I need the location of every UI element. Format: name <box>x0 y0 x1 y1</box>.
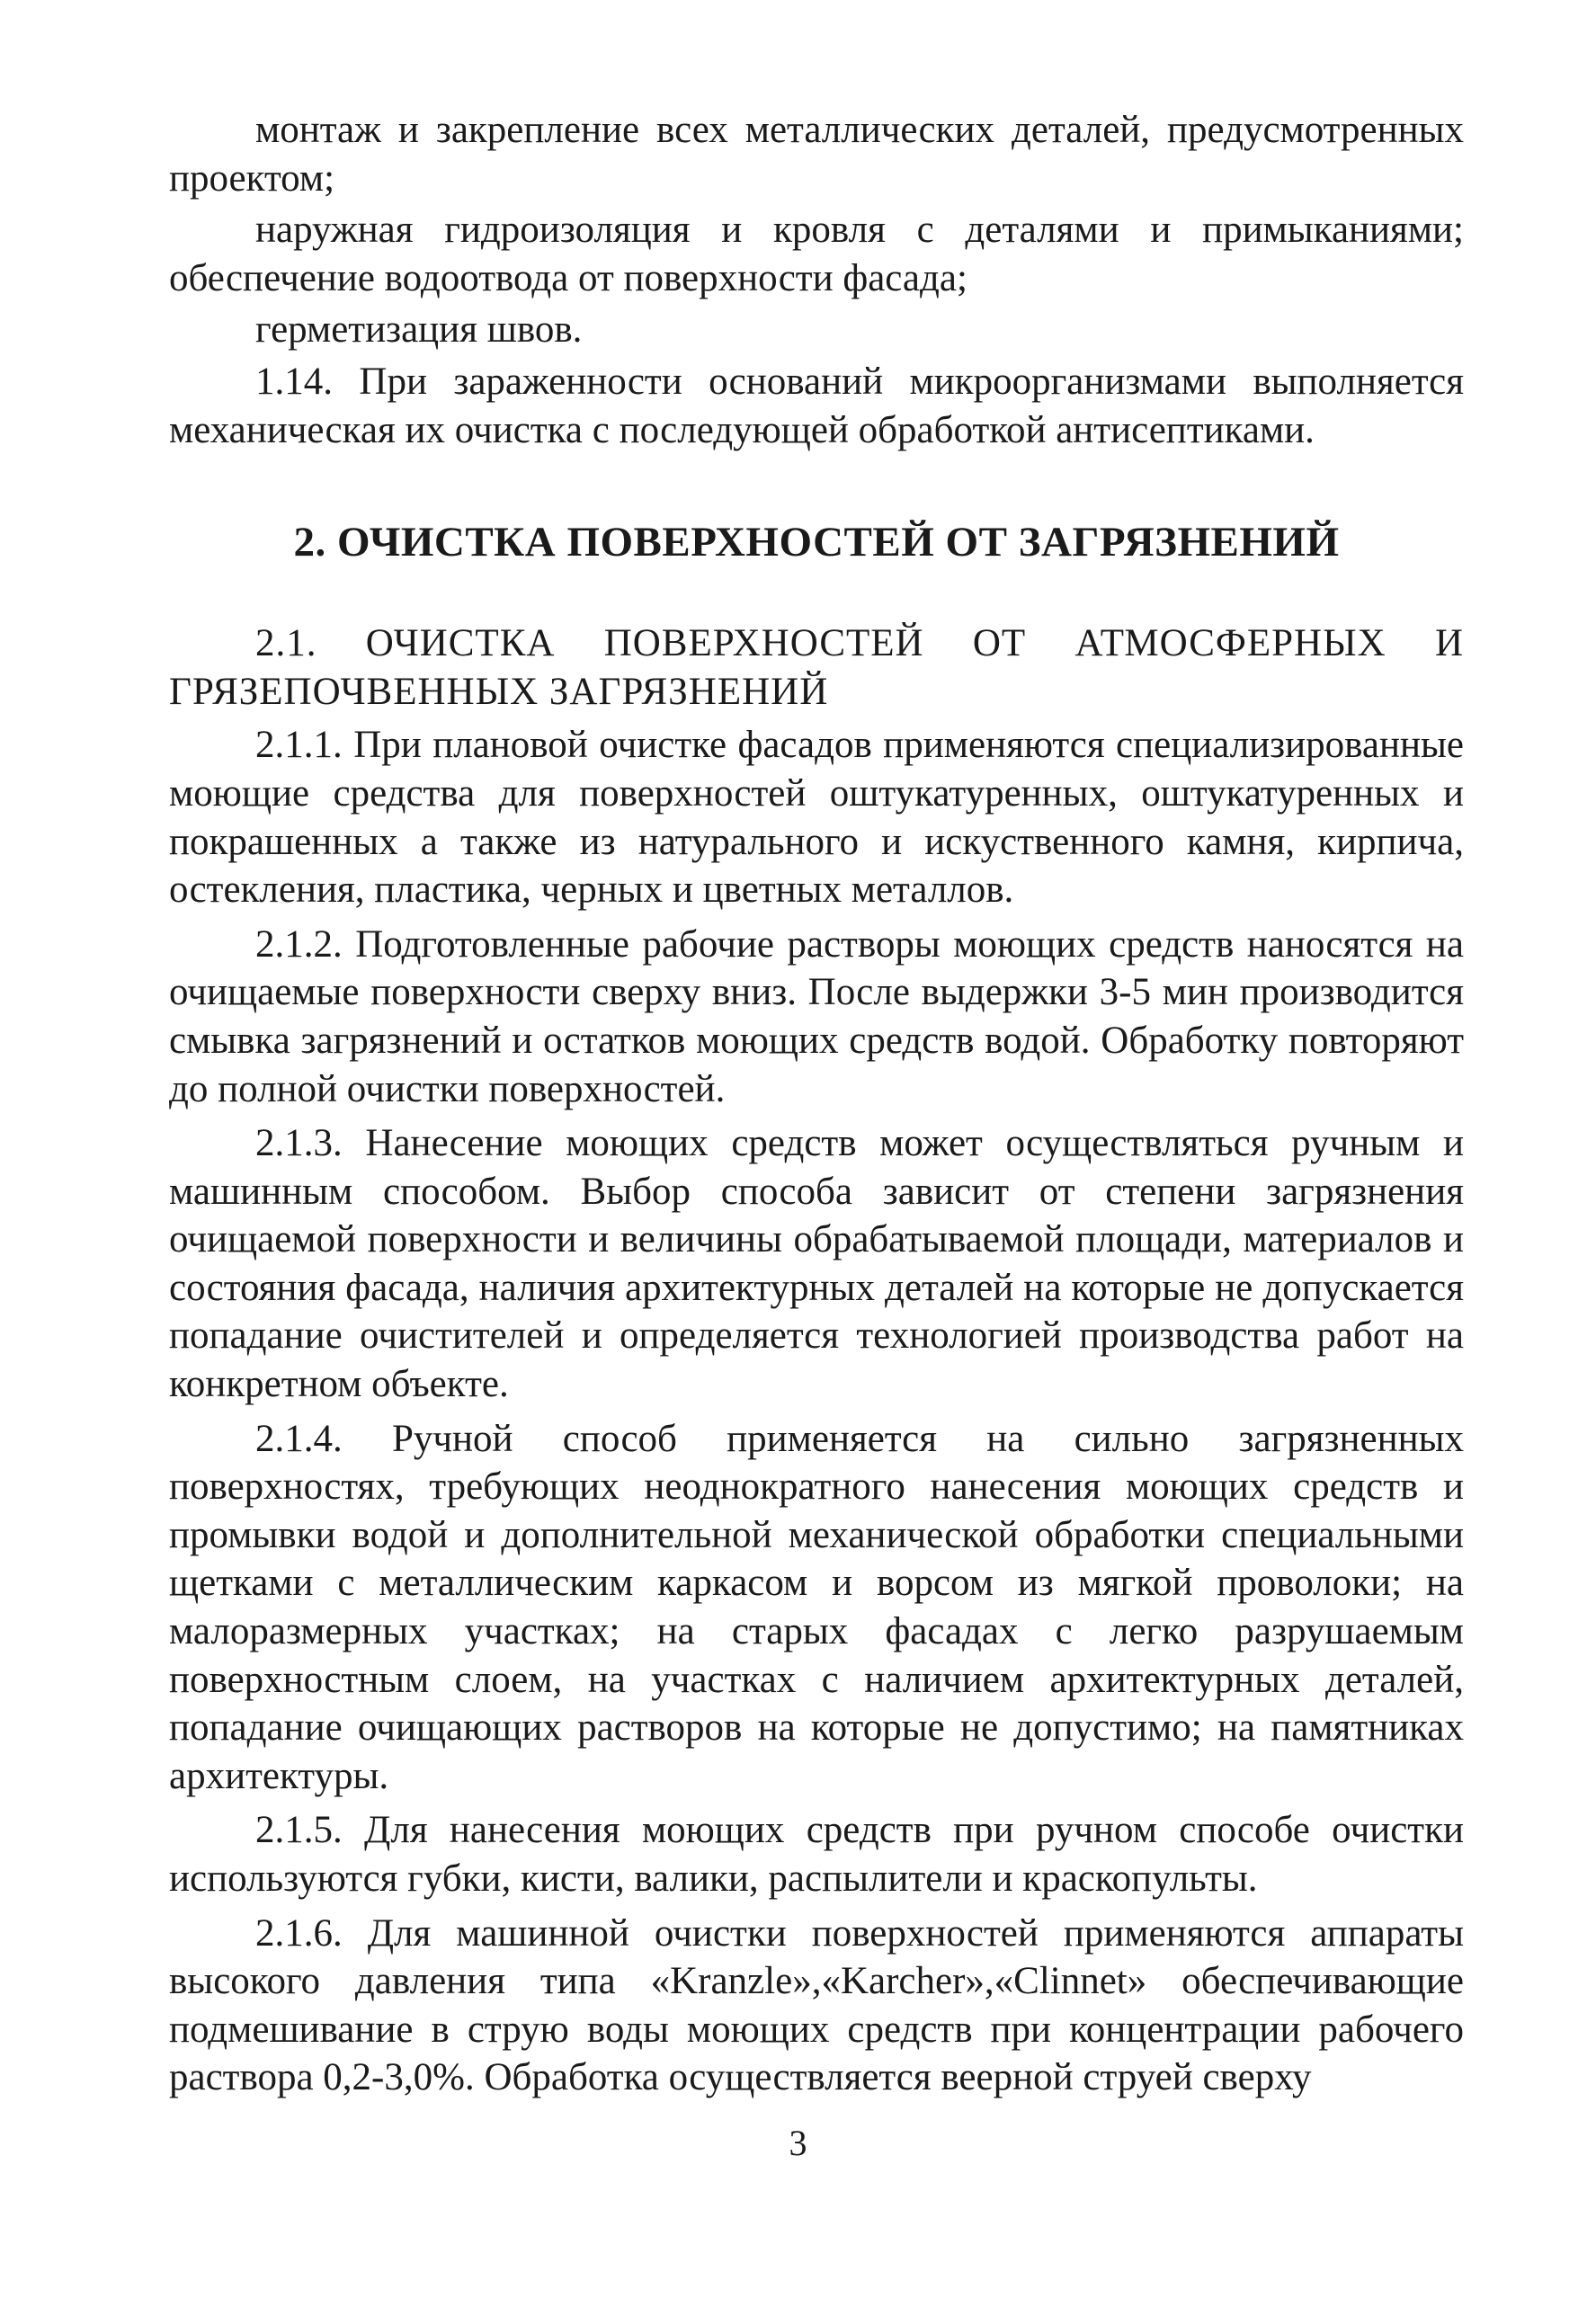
intro-item-waterproofing: наружная гидроизоляция и кровля с деталями и примыканиями; обеспечение водоотвода от поверхности фасада; <box>169 209 1464 299</box>
paragraph-1-14: 1.14. При зараженности оснований микроорганизмами выполняется механическая их очистка с последующей обработкой антисептиками. <box>169 360 1464 451</box>
paragraph-2-1-4: 2.1.4. Ручной способ применяется на сильно загрязненных поверхностях, требующих неоднократного нанесения моющих средств и промывки водой и дополнительной механической обработки специальными щетками с металлическим каркасом и ворсом из мягкой проволоки; на малоразмерных участках; на старых фасадах с легко разрушаемым поверхностным слоем, на участках с наличием архитектурных деталей, попадание очищающих растворов на которые не допустимо; на памятниках архитектуры. <box>169 1417 1464 1797</box>
paragraph-2-1-5: 2.1.5. Для нанесения моющих средств при ручном способе очистки используются губки, кисти, валики, распылители и краскопульты. <box>169 1809 1464 1900</box>
section-title: 2. ОЧИСТКА ПОВЕРХНОСТЕЙ ОТ ЗАГРЯЗНЕНИЙ <box>293 519 1340 566</box>
paragraph-2-1-3: 2.1.3. Нанесение моющих средств может осуществляться ручным и машинным способом. Выбор способа зависит от степени загрязнения очищаемой поверхности и величины обрабатываемой площади, материалов и состояния фасада, наличия архитектурных деталей на которые не допускается попадание очистителей и определяется технологией производства работ на конкретном объекте. <box>169 1122 1464 1406</box>
paragraph-2-1-2: 2.1.2. Подготовленные рабочие растворы моющих средств наносятся на очищаемые поверхности сверху вниз. После выдержки 3-5 мин производится смывка загрязнений и остатков моющих средств водой. Обработку повторяют до полной очистки поверхностей. <box>169 922 1464 1110</box>
subsection-title: 2.1. ОЧИСТКА ПОВЕРХНОСТЕЙ ОТ АТМОСФЕРНЫХ И ГРЯЗЕПОЧВЕННЫХ ЗАГРЯЗНЕНИЙ <box>169 622 1464 713</box>
paragraph-2-1-6: 2.1.6. Для машинной очистки поверхностей применяются аппараты высокого давления типа «Kranzle»,«Karcher»,«Clinnet» обеспечивающие подмешивание в струю воды моющих средств при концентрации рабочего раствора 0,2-3,0%. Обработка осуществляется веерной струей сверху <box>169 1911 1464 2099</box>
paragraph-2-1-1: 2.1.1. При плановой очистке фасадов применяются специализированные моющие средства для поверхностей оштукатуренных, оштукатуренных и покрашенных а также из натурального и искуственного камня, кирпича, остекления, пластика, черных и цветных металлов. <box>169 724 1464 912</box>
intro-item-mounting: монтаж и закрепление всех металлических деталей, предусмотренных проектом; <box>169 109 1464 200</box>
document-page <box>169 106 1464 2108</box>
intro-item-sealing: герметизация швов. <box>255 308 583 352</box>
page-number: 3 <box>789 2123 807 2163</box>
